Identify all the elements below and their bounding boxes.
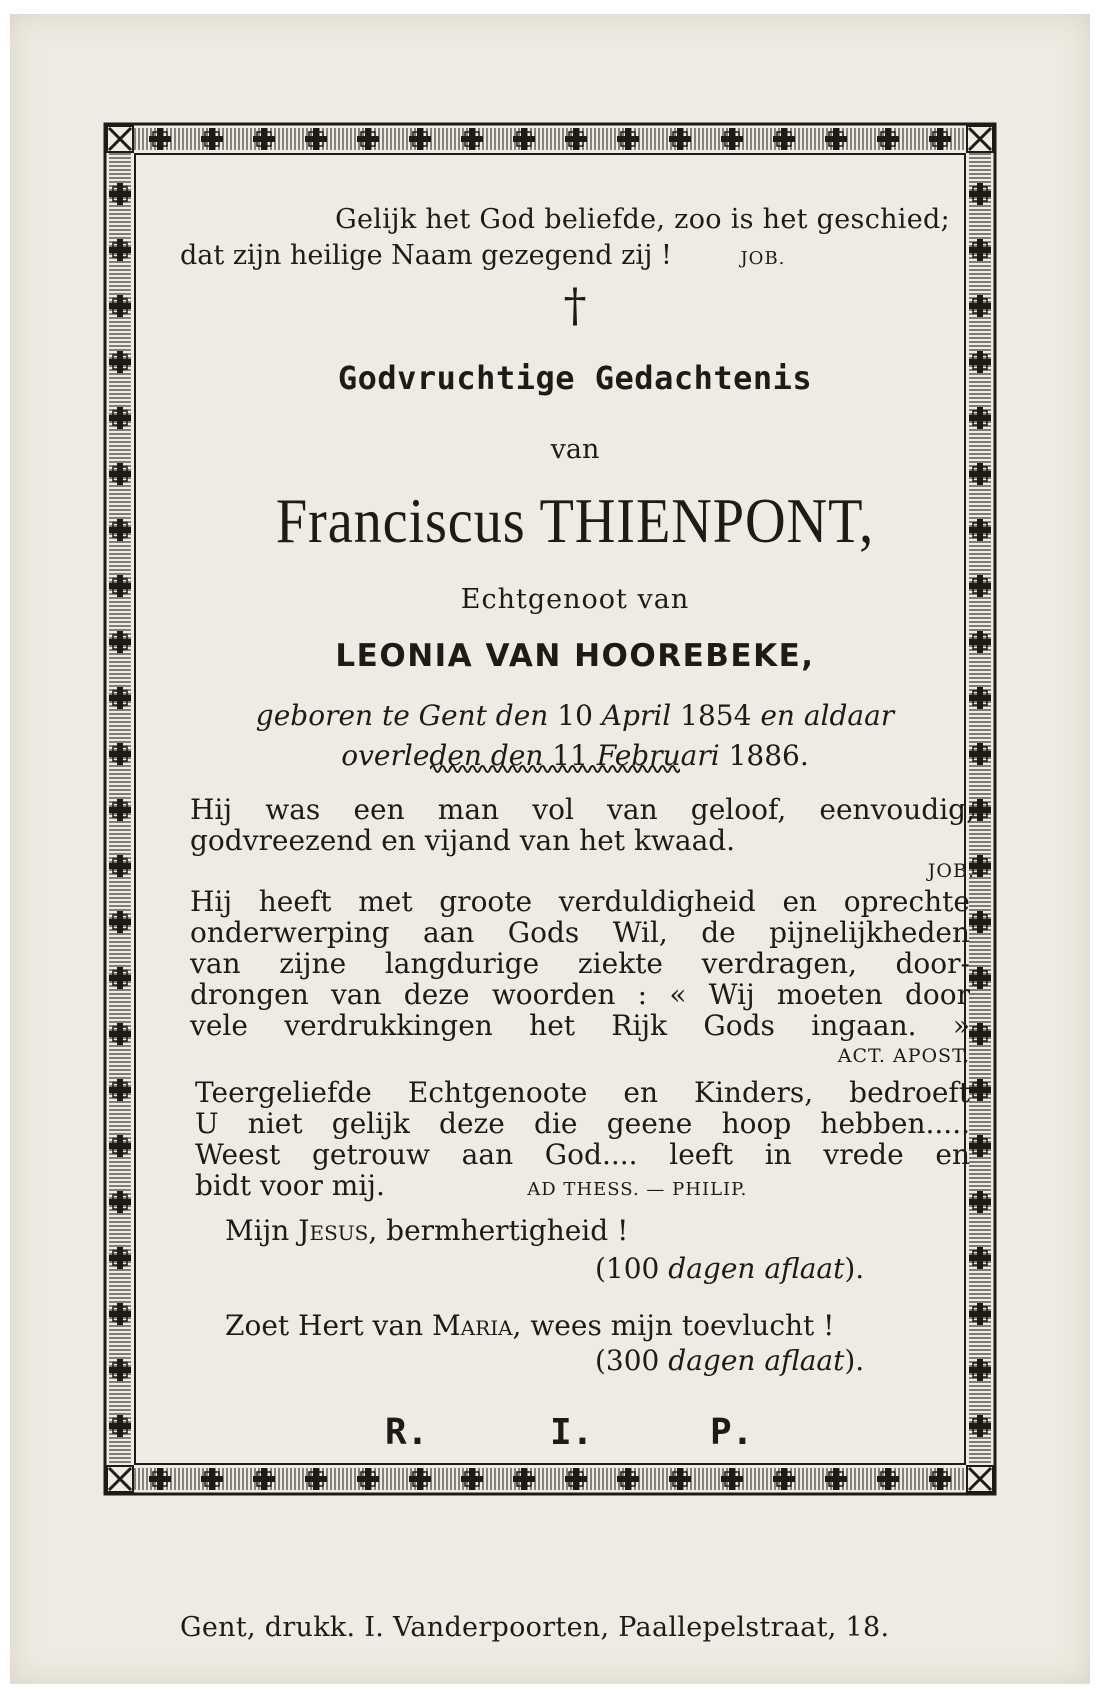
paragraph-3-source: AD THESS. — PHILIP.	[527, 1179, 748, 1200]
epigraph-source: JOB.	[740, 248, 786, 269]
paragraph-1	[190, 794, 975, 886]
indulgence-2-close: ).	[844, 1344, 865, 1377]
rip-letter: P.	[710, 1412, 754, 1453]
prayer-2-after: , wees mijn toevlucht !	[512, 1309, 835, 1342]
prayer-1-after: , bermhertigheid !	[368, 1214, 629, 1247]
paragraph-3-last-text: bidt voor mij.	[195, 1169, 385, 1202]
paragraph-2-line: Hij heeft met groote verduldigheid en oprechte	[190, 885, 970, 918]
died-day: 11	[552, 739, 588, 772]
paragraph-3-line: Weest getrouw aan God.... leeft in vrede en	[195, 1138, 970, 1171]
prayer-2-before: Zoet Hert van	[225, 1309, 433, 1342]
indulgence-1-close: ).	[844, 1252, 865, 1285]
born-day: 10	[557, 699, 593, 732]
born-prefix: geboren te Gent den	[255, 699, 549, 732]
prayer-2	[225, 1309, 965, 1342]
cross-icon: †	[563, 278, 587, 332]
born-year: 1854	[680, 699, 752, 732]
died-prefix: overleden den	[341, 739, 544, 772]
van-label: van	[550, 434, 600, 465]
paragraph-2-line: onderwerping aan Gods Wil, de pijnelijkheden	[190, 916, 970, 949]
prayer-1-before: Mijn	[225, 1214, 299, 1247]
paragraph-2-line: drongen van deze woorden : « Wij moeten door	[190, 978, 970, 1011]
died-year: 1886.	[728, 739, 809, 772]
died-month: Februari	[596, 739, 720, 772]
epigraph-line-1: Gelijk het God beliefde, zoo is het geschied;	[335, 204, 950, 235]
indulgence-1	[595, 1252, 864, 1285]
heading: Godvruchtige Gedachtenis	[337, 359, 813, 397]
paragraph-2-line: van zijne langdurige ziekte verdragen, door-	[190, 947, 970, 980]
wave-divider	[430, 762, 680, 776]
printer-imprint: Gent, drukk. I. Vanderpoorten, Paallepelstraat, 18.	[180, 1612, 890, 1643]
paragraph-3-line: Teergeliefde Echtgenoote en Kinders, bedroeft	[195, 1076, 970, 1109]
rip-letter: I.	[550, 1412, 594, 1453]
memorial-card	[10, 14, 1090, 1684]
paragraph-1-source: JOB.	[927, 860, 975, 882]
paragraph-2-source: ACT. APOST.	[837, 1045, 970, 1067]
rip-letter: R.	[385, 1412, 429, 1453]
paragraph-3	[195, 1077, 970, 1205]
epigraph-line-2-text: dat zijn heilige Naam gezegend zij !	[180, 240, 672, 271]
indulgence-2	[595, 1344, 864, 1377]
indulgence-2-text: dagen aflaat	[668, 1344, 845, 1377]
epigraph	[180, 202, 960, 277]
paragraph-1-line: Hij was een man vol van geloof, eenvoudig,	[190, 793, 975, 826]
spouse-label: Echtgenoot van	[460, 584, 690, 615]
indulgence-2-number: (300	[595, 1344, 660, 1377]
birth-line	[175, 696, 975, 736]
born-month: April	[601, 699, 672, 732]
paragraph-1-line: godvreezend en vijand van het kwaad.	[190, 824, 736, 857]
deceased-name: Franciscus THIENPONT,	[275, 485, 875, 556]
prayer-2-name: Maria	[432, 1309, 513, 1342]
paragraph-3-last-line	[195, 1170, 970, 1205]
paragraph-2	[190, 886, 970, 1071]
spouse-name: LEONIA VAN HOOREBEKE,	[335, 638, 815, 674]
indulgence-1-number: (100	[595, 1252, 660, 1285]
prayer-1-name: Jesus	[298, 1214, 369, 1247]
card-content	[180, 184, 985, 1554]
indulgence-1-text: dagen aflaat	[668, 1252, 845, 1285]
epigraph-line-2	[180, 238, 960, 277]
paragraph-3-line: U niet gelijk deze die geene hoop hebben.....	[195, 1107, 970, 1140]
paragraph-2-line: vele verdrukkingen het Rijk Gods ingaan. »	[190, 1009, 970, 1042]
prayer-1	[225, 1214, 628, 1247]
connector: en aldaar	[760, 699, 895, 732]
